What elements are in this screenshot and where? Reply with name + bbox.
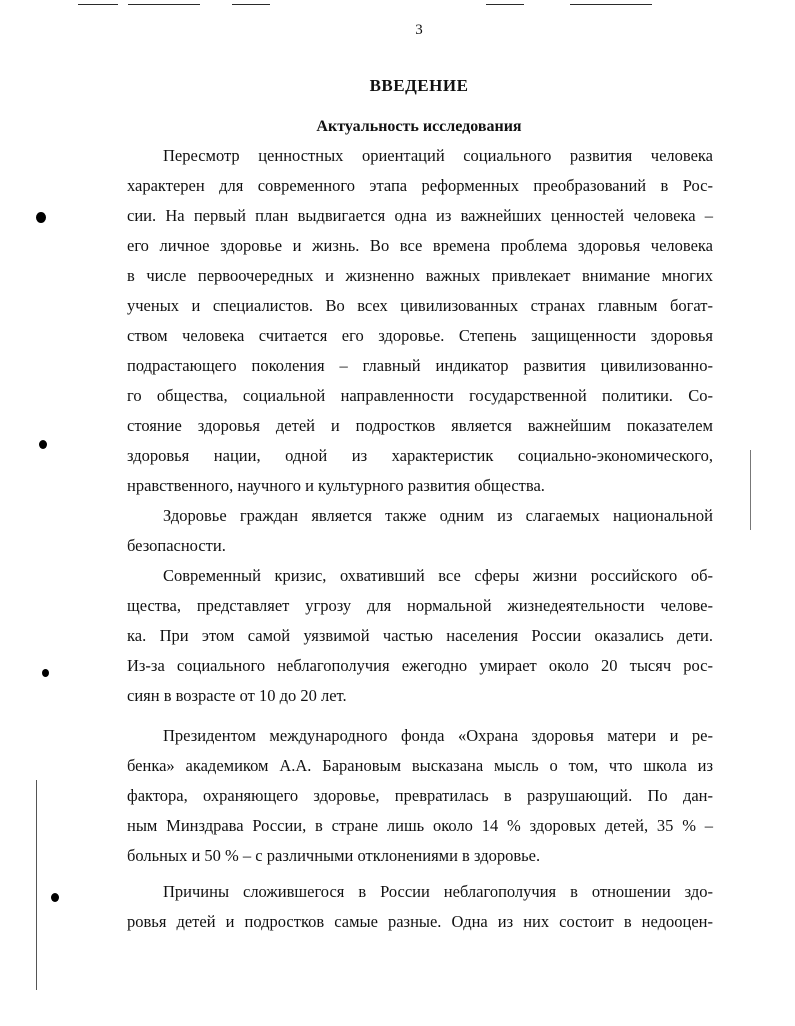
- text-line: ученых и специалистов. Во всех цивилизованных странах главным богат-: [127, 296, 713, 315]
- text-line: ровья детей и подростков самые разные. Одна из них состоит в недооцен-: [127, 912, 713, 931]
- text-line: характерен для современного этапа реформенных преобразований в Рос-: [127, 176, 713, 195]
- text-line: Президентом международного фонда «Охрана здоровья матери и ре-: [163, 726, 713, 745]
- punch-hole-mark: [39, 440, 47, 449]
- text-line: Из-за социального неблагополучия ежегодно умирает около 20 тысяч рос-: [127, 656, 713, 675]
- page-title: ВВЕДЕНИЕ: [369, 76, 469, 95]
- punch-hole-mark: [51, 893, 59, 902]
- section-subtitle: Актуальность исследования: [316, 118, 522, 135]
- text-line: фактора, охраняющего здоровье, превратилась в разрушающий. По дан-: [127, 786, 713, 805]
- text-line: ка. При этом самой уязвимой частью населения России оказались дети.: [127, 626, 713, 645]
- text-line: подрастающего поколения – главный индикатор развития цивилизованно-: [127, 356, 713, 375]
- punch-hole-mark: [36, 212, 46, 223]
- scan-artifact-vertical: [750, 450, 751, 530]
- text-line: щества, представляет угрозу для нормальной жизнедеятельности челове-: [127, 596, 713, 615]
- scan-artifact-vertical: [36, 780, 37, 990]
- text-line: сиян в возрасте от 10 до 20 лет.: [127, 686, 347, 705]
- text-line: Пересмотр ценностных ориентаций социального развития человека: [163, 146, 713, 165]
- text-line: Здоровье граждан является также одним из слагаемых национальной: [163, 506, 713, 525]
- text-line: безопасности.: [127, 536, 226, 555]
- page-number: 3: [415, 22, 423, 38]
- text-line: в числе первоочередных и жизненно важных привлекает внимание многих: [127, 266, 713, 285]
- text-line: ством человека считается его здоровье. Степень защищенности здоровья: [127, 326, 713, 345]
- text-line: го общества, социальной направленности государственной политики. Со-: [127, 386, 713, 405]
- text-line: больных и 50 % – с различными отклонениями в здоровье.: [127, 846, 541, 865]
- scan-artifact-line: [232, 4, 270, 5]
- punch-hole-mark: [42, 669, 49, 677]
- text-line: стояние здоровья детей и подростков является важнейшим показателем: [127, 416, 713, 435]
- text-line: его личное здоровье и жизнь. Во все времена проблема здоровья человека: [127, 236, 713, 255]
- text-line: сии. На первый план выдвигается одна из важнейших ценностей человека –: [127, 206, 713, 225]
- text-line: здоровья нации, одной из характеристик социально-экономического,: [127, 446, 713, 465]
- scan-artifact-line: [486, 4, 524, 5]
- scan-artifact-line: [128, 4, 200, 5]
- text-line: ным Минздрава России, в стране лишь около 14 % здоровых детей, 35 % –: [127, 816, 713, 835]
- text-line: нравственного, научного и культурного развития общества.: [127, 476, 545, 495]
- text-line: бенка» академиком А.А. Барановым высказана мысль о том, что школа из: [127, 756, 713, 775]
- scan-artifact-line: [570, 4, 652, 5]
- text-line: Причины сложившегося в России неблагополучия в отношении здо-: [163, 882, 713, 901]
- scan-artifact-line: [78, 4, 118, 5]
- text-line: Современный кризис, охвативший все сферы жизни российского об-: [163, 566, 713, 585]
